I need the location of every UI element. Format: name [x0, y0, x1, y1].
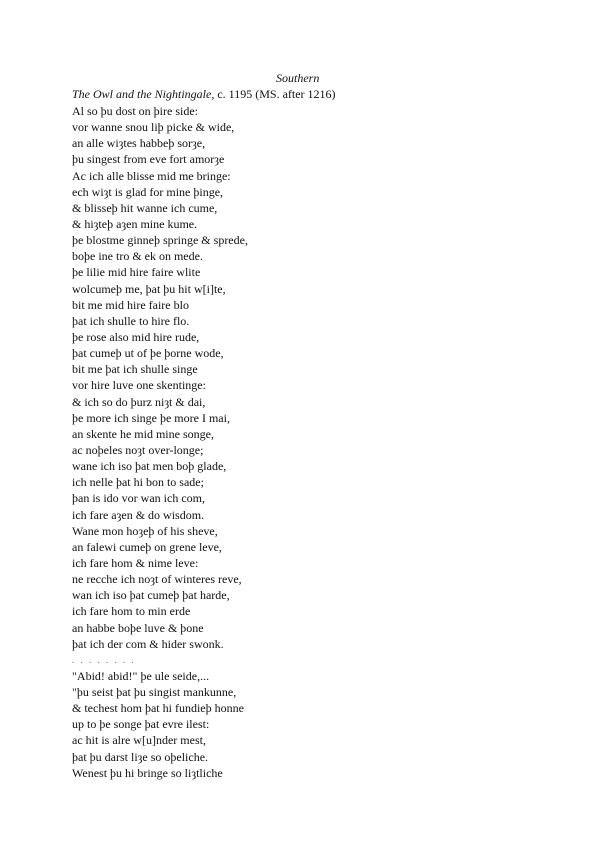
- poem-line: vor hire luve one skentinge:: [72, 378, 206, 393]
- work-date: c. 1195 (MS. after 1216): [214, 87, 336, 101]
- poem-line: "Abid! abid!" þe ule seide,...: [72, 668, 210, 683]
- poem-line: ac noþeles noȝt over-longe;: [72, 442, 204, 457]
- poem-line: & blisseþ hit wanne ich cume,: [72, 200, 218, 215]
- poem-line: & ich so do þurz niȝt & dai,: [72, 394, 206, 409]
- poem-line: Ac ich alle blisse mid me bringe:: [72, 168, 231, 183]
- poem-line: þat cumeþ ut of þe þorne wode,: [72, 346, 224, 361]
- ellipsis-separator: . . . . . . . .: [72, 654, 136, 665]
- poem-text: [72, 103, 248, 781]
- poem-line: þe more ich singe þe more I mai,: [72, 410, 230, 425]
- poem-line: þat þu darst liȝe so oþeliche.: [72, 749, 209, 764]
- poem-line: an alle wiȝtes habbeþ sorȝe,: [72, 136, 206, 151]
- poem-line: þe blostme ginneþ springe & sprede,: [72, 233, 248, 248]
- poem-line: an habbe boþe luve & þone: [72, 620, 204, 635]
- poem-line: an falewi cumeþ on grene leve,: [72, 539, 222, 554]
- poem-line: up to þe songe þat evre ilest:: [72, 717, 210, 732]
- poem-line: wan ich iso þat cumeþ þat harde,: [72, 588, 230, 603]
- poem-line: Al so þu dost on þire side:: [72, 104, 198, 118]
- poem-line: & techest hom þat hi fundieþ honne: [72, 701, 244, 716]
- poem-line: bit me þat ich shulle singe: [72, 362, 198, 377]
- poem-line: þu singest from eve fort amorȝe: [72, 152, 225, 167]
- poem-line: wolcumeþ me, þat þu hit w[i]te,: [72, 281, 226, 296]
- poem-line: þan is ido vor wan ich com,: [72, 491, 205, 506]
- poem-line: Wenest þu hi bringe so liȝtliche: [72, 765, 223, 780]
- poem-line: þat ich der com & hider swonk.: [72, 636, 224, 651]
- poem-line: ne recche ich noȝt of winteres reve,: [72, 572, 242, 587]
- poem-line: ich fare aȝen & do wisdom.: [72, 507, 205, 522]
- poem-line: ac hit is alre w[u]nder mest,: [72, 733, 206, 748]
- poem-line: & hiȝteþ aȝen mine kume.: [72, 216, 198, 231]
- poem-line: ich fare hom to min erde: [72, 604, 191, 619]
- poem-line: þe rose also mid hire rude,: [72, 329, 200, 344]
- poem-line: "þu seist þat þu singist mankunne,: [72, 685, 237, 700]
- poem-line: wane ich iso þat men boþ glade,: [72, 459, 227, 474]
- poem-line: vor wanne snou liþ picke & wide,: [72, 120, 235, 135]
- poem-line: þe lilie mid hire faire wlite: [72, 265, 201, 280]
- poem-line: bit me mid hire faire blo: [72, 297, 189, 312]
- poem-line: Wane mon hoȝeþ of his sheve,: [72, 523, 218, 538]
- dialect-label: Southern: [276, 71, 320, 85]
- poem-line: ich nelle þat hi bon to sade;: [72, 475, 204, 490]
- poem-line: ich fare hom & nime leve:: [72, 555, 199, 570]
- work-title: The Owl and the Nightingale,: [72, 87, 215, 101]
- poem-line: boþe ine tro & ek on mede.: [72, 249, 203, 264]
- title-line: [72, 86, 336, 102]
- poem-line: an skente he mid mine songe,: [72, 426, 214, 441]
- poem-line: ech wiȝt is glad for mine þinge,: [72, 184, 224, 199]
- poem-line: þat ich shulle to hire flo.: [72, 313, 190, 328]
